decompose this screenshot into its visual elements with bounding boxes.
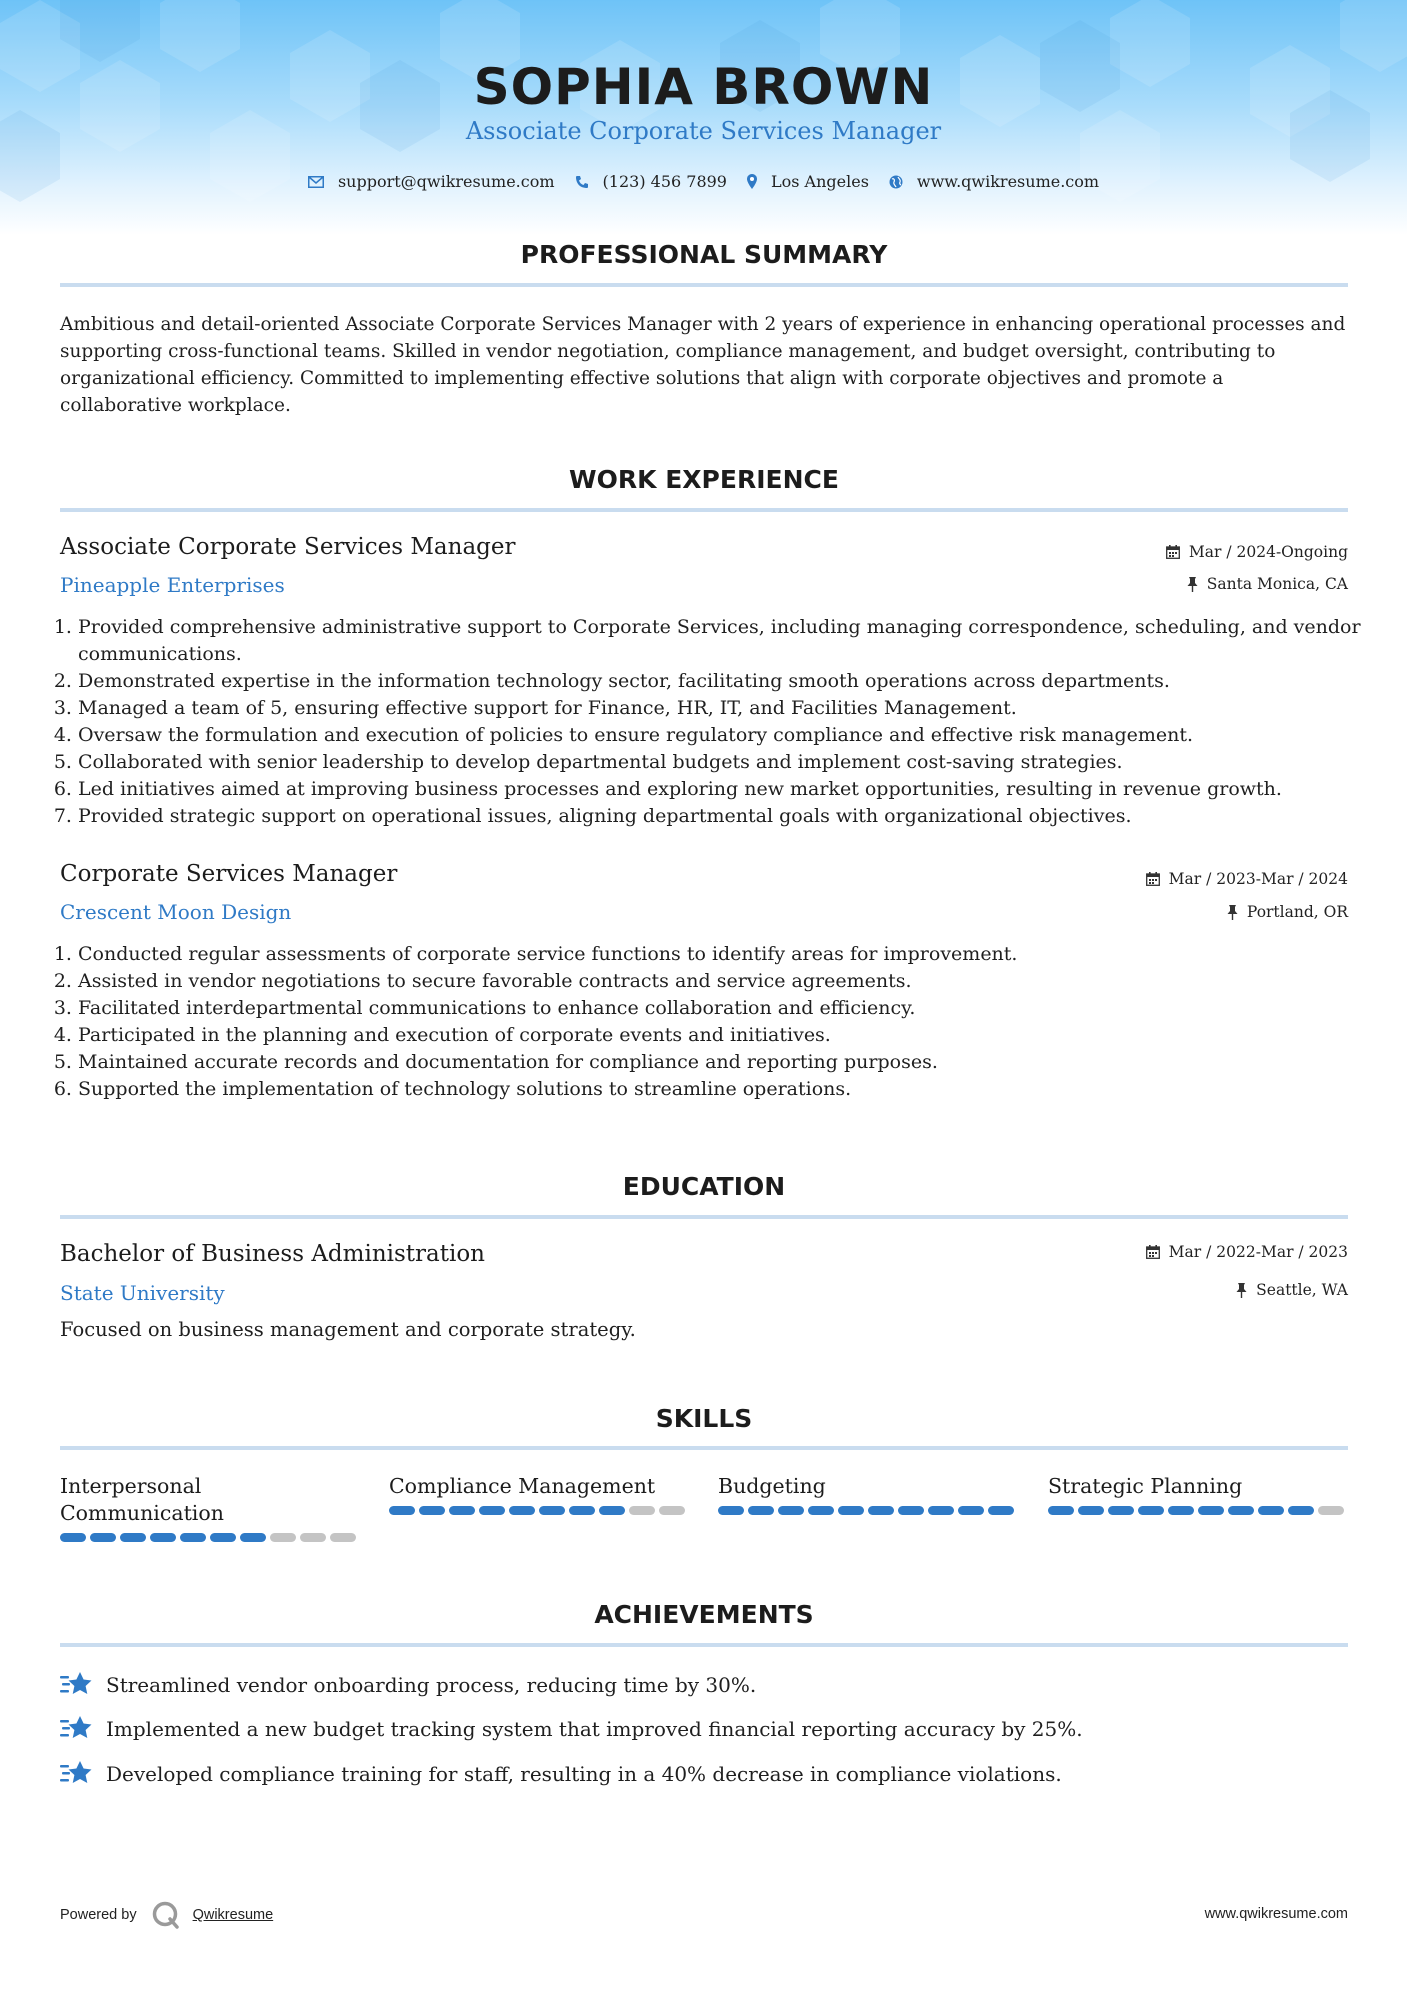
list-item: 5. Maintained accurate records and documentation for compliance and reporting purposes. — [78, 1049, 1368, 1076]
skill-segment-filled — [60, 1533, 86, 1542]
achievements-heading: ACHIEVEMENTS — [594, 1600, 814, 1629]
skill-segment-filled — [599, 1506, 625, 1515]
list-item: 4. Oversaw the formulation and execution of policies to ensure regulatory compliance and effective risk management. — [78, 722, 1368, 749]
skill-segment-filled — [1258, 1506, 1284, 1515]
contact-website[interactable] — [889, 172, 1099, 191]
company-name: Crescent Moon Design — [60, 900, 292, 924]
list-item: 6. Supported the implementation of technology solutions to streamline operations. — [78, 1076, 1368, 1103]
brand-link[interactable]: Qwikresume — [192, 1907, 274, 1923]
email-text: support@qwikresume.com — [337, 172, 555, 191]
contact-email[interactable] — [308, 172, 555, 191]
star-icon — [60, 1715, 93, 1743]
website-text: www.qwikresume.com — [916, 172, 1100, 191]
skill-segment-filled — [419, 1506, 445, 1515]
skill-segment-empty — [270, 1533, 296, 1542]
skill-level-bar — [60, 1533, 360, 1542]
skill-segment-filled — [1078, 1506, 1104, 1515]
skill-segment-filled — [778, 1506, 804, 1515]
skill-segment-filled — [1168, 1506, 1194, 1515]
skill-segment-filled — [120, 1533, 146, 1542]
list-item: 6. Led initiatives aimed at improving business processes and exploring new market opportunities, resulting in revenue growth. — [78, 776, 1368, 803]
degree-title: Bachelor of Business Administration — [60, 1241, 485, 1267]
education-dates-text: Mar / 2022-Mar / 2023 — [1168, 1243, 1348, 1261]
star-icon — [60, 1760, 93, 1788]
skill-segment-filled — [1108, 1506, 1134, 1515]
globe-icon — [889, 175, 903, 189]
powered-by — [60, 1900, 273, 1930]
pushpin-icon — [1236, 1283, 1247, 1298]
candidate-name: SOPHIA BROWN — [473, 58, 934, 116]
list-item: 1. Conducted regular assessments of corporate service functions to identify areas for improvement. — [78, 941, 1368, 968]
qwikresume-logo-icon — [151, 1900, 181, 1930]
list-item: 2. Assisted in vendor negotiations to secure favorable contracts and service agreements. — [78, 968, 1368, 995]
job-title: Associate Corporate Services Manager — [60, 534, 516, 560]
skill-segment-filled — [718, 1506, 744, 1515]
achievement-text: Implemented a new budget tracking system that improved financial reporting accuracy by 25%. — [106, 1717, 1083, 1741]
skill-segment-filled — [389, 1506, 415, 1515]
skill-segment-filled — [1048, 1506, 1074, 1515]
summary-text: Ambitious and detail-oriented Associate Corporate Services Manager with 2 years of experience in enhancing operational processes and supporting cross-functional teams. Skilled in vendor negotiation, compliance management, and budget oversight, contributing to organizational efficiency. Committed to implementing effective solutions that align with corporate objectives and promote a collaborative workplace. — [60, 314, 1346, 416]
skill-segment-filled — [210, 1533, 236, 1542]
education-divider — [60, 1215, 1348, 1219]
education-location — [1236, 1281, 1348, 1299]
list-item: 4. Participated in the planning and execution of corporate events and initiatives. — [78, 1022, 1368, 1049]
job-dates-text: Mar / 2023-Mar / 2024 — [1168, 870, 1348, 888]
achievement-text: Streamlined vendor onboarding process, reducing time by 30%. — [106, 1673, 757, 1697]
skill-name: Compliance Management — [389, 1474, 656, 1498]
list-item: 2. Demonstrated expertise in the information technology sector, facilitating smooth operations across departments. — [78, 668, 1368, 695]
phone-text: (123) 456 7899 — [602, 172, 727, 191]
skill-segment-filled — [898, 1506, 924, 1515]
list-item: 3. Facilitated interdepartmental communications to enhance collaboration and efficiency. — [78, 995, 1368, 1022]
skill-segment-filled — [509, 1506, 535, 1515]
skill-item — [60, 1473, 360, 1542]
calendar-icon — [1166, 545, 1180, 559]
skill-segment-filled — [569, 1506, 595, 1515]
experience-heading: WORK EXPERIENCE — [569, 465, 839, 494]
skill-segment-filled — [808, 1506, 834, 1515]
achievements-divider — [60, 1643, 1348, 1647]
skill-segment-filled — [180, 1533, 206, 1542]
skill-segment-filled — [240, 1533, 266, 1542]
school-name: State University — [60, 1281, 225, 1305]
achievement-text: Developed compliance training for staff, resulting in a 40% decrease in compliance violations. — [106, 1762, 1062, 1786]
pushpin-icon — [1187, 577, 1198, 592]
skill-segment-filled — [1198, 1506, 1224, 1515]
location-text: Los Angeles — [770, 172, 869, 191]
skill-level-bar — [1048, 1506, 1348, 1515]
skill-segment-filled — [868, 1506, 894, 1515]
skill-level-bar — [718, 1506, 1018, 1515]
skill-segment-empty — [1318, 1506, 1344, 1515]
skills-divider — [60, 1446, 1348, 1450]
skill-segment-filled — [748, 1506, 774, 1515]
job-dates — [1166, 543, 1348, 561]
job-dates-text: Mar / 2024-Ongoing — [1188, 543, 1348, 561]
skills-heading: SKILLS — [655, 1404, 753, 1433]
company-name: Pineapple Enterprises — [60, 573, 285, 597]
skill-item — [718, 1473, 1018, 1515]
list-item: 1. Provided comprehensive administrative support to Corporate Services, including managing correspondence, scheduling, and vendor communications. — [78, 614, 1368, 668]
calendar-icon — [1146, 1245, 1160, 1259]
job-bullets — [60, 614, 1368, 830]
education-location-text: Seattle, WA — [1256, 1281, 1348, 1299]
achievement-item — [60, 1760, 1062, 1788]
skill-segment-empty — [300, 1533, 326, 1542]
list-item: 5. Collaborated with senior leadership to develop departmental budgets and implement cost-saving strategies. — [78, 749, 1368, 776]
achievement-item — [60, 1671, 756, 1699]
phone-icon — [575, 175, 589, 189]
skill-segment-filled — [928, 1506, 954, 1515]
calendar-icon — [1146, 872, 1160, 886]
job-location — [1187, 575, 1348, 593]
candidate-role: Associate Corporate Services Manager — [465, 117, 942, 145]
skill-segment-filled — [150, 1533, 176, 1542]
job-location — [1227, 903, 1348, 921]
contact-location — [747, 172, 869, 191]
job-location-text: Santa Monica, CA — [1206, 575, 1348, 593]
skill-segment-filled — [1228, 1506, 1254, 1515]
education-description: Focused on business management and corporate strategy. — [60, 1318, 636, 1341]
powered-by-text: Powered by — [60, 1907, 137, 1923]
summary-divider — [60, 283, 1348, 287]
skill-segment-filled — [958, 1506, 984, 1515]
education-dates — [1146, 1243, 1348, 1261]
skill-segment-empty — [659, 1506, 685, 1515]
footer-website[interactable]: www.qwikresume.com — [1204, 1906, 1348, 1922]
pushpin-icon — [1227, 905, 1238, 920]
list-item: 3. Managed a team of 5, ensuring effective support for Finance, HR, IT, and Facilities Management. — [78, 695, 1368, 722]
list-item: 7. Provided strategic support on operational issues, aligning departmental goals with organizational objectives. — [78, 803, 1368, 830]
map-pin-icon — [747, 174, 757, 189]
education-heading: EDUCATION — [622, 1172, 786, 1201]
skill-name: Strategic Planning — [1048, 1474, 1243, 1498]
job-location-text: Portland, OR — [1246, 903, 1348, 921]
job-title: Corporate Services Manager — [60, 861, 398, 887]
job-dates — [1146, 870, 1348, 888]
skill-segment-filled — [1288, 1506, 1314, 1515]
skill-segment-filled — [479, 1506, 505, 1515]
contact-row — [0, 172, 1407, 191]
summary-heading: PROFESSIONAL SUMMARY — [520, 240, 888, 269]
skill-item — [1048, 1473, 1348, 1515]
experience-divider — [60, 508, 1348, 512]
skill-segment-filled — [449, 1506, 475, 1515]
skill-level-bar — [389, 1506, 689, 1515]
envelope-icon — [308, 176, 324, 188]
star-icon — [60, 1671, 93, 1699]
skill-segment-filled — [90, 1533, 116, 1542]
achievement-item — [60, 1715, 1083, 1743]
skill-name: Interpersonal Communication — [60, 1474, 224, 1525]
skill-segment-filled — [838, 1506, 864, 1515]
skill-segment-filled — [1138, 1506, 1164, 1515]
skill-segment-filled — [539, 1506, 565, 1515]
skill-item — [389, 1473, 689, 1515]
contact-phone[interactable] — [575, 172, 727, 191]
skill-segment-empty — [330, 1533, 356, 1542]
skill-segment-empty — [629, 1506, 655, 1515]
skill-segment-filled — [988, 1506, 1014, 1515]
skill-name: Budgeting — [718, 1474, 826, 1498]
job-bullets — [60, 941, 1368, 1103]
